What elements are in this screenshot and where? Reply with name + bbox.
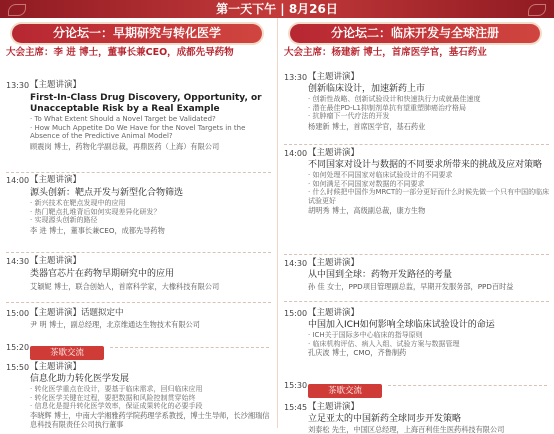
agenda-bullet: · 热门靶点扎堆背后如何实现差异化研发？ bbox=[30, 207, 161, 216]
day-header bbox=[0, 0, 554, 18]
agenda-bullet: · 如何满足不同国家对数据的不同要求 bbox=[308, 179, 425, 188]
agenda-speaker: 孙 佳 女士，PPD项目管理副总监，早期开发服务部，PPD百时益 bbox=[308, 282, 514, 291]
divider bbox=[388, 385, 547, 386]
agenda-tag: 【主题讲演】 bbox=[308, 72, 360, 82]
agenda-time: 14:30 bbox=[284, 259, 308, 268]
agenda-time: 15:45 bbox=[284, 403, 308, 412]
agenda-title: 不同国家对设计与数据的不同要求所带来的挑战及应对策略 bbox=[308, 160, 543, 170]
tea-break-row bbox=[308, 378, 547, 396]
agenda-speaker: 艾颖妮 博士，联合创始人，首席科学家，大橡科技有限公司 bbox=[30, 282, 220, 291]
forum-1-chair: 大会主席：李 进 博士，董事长兼CEO，成都先导药物 bbox=[6, 47, 234, 58]
agenda-title: 信息化助力转化医学发展 bbox=[30, 374, 130, 384]
agenda-bullet: · 抗肿瘤下一代疗法的开发 bbox=[308, 112, 390, 121]
agenda-title: 从中国到全球：药物开发路径的考量 bbox=[308, 270, 453, 280]
divider bbox=[6, 302, 271, 303]
agenda-speaker: 孔庆波 博士，CMO，齐鲁制药 bbox=[308, 348, 407, 358]
agenda-speaker: 尹 明 博士，副总经理，北京维通达生物技术有限公司 bbox=[30, 320, 200, 329]
agenda-time: 13:30 bbox=[284, 73, 308, 82]
agenda-bullet: · 实现源头创新的路径 bbox=[30, 216, 98, 225]
agenda-time: 15:00 bbox=[6, 309, 30, 318]
agenda-tag: 【主题讲演】话题拟定中 bbox=[30, 308, 124, 318]
agenda-speaker: 李 进 博士，董事长兼CEO，成都先导药物 bbox=[30, 225, 165, 235]
agenda-bullet: · 什么时候把中国作为MRCT的一部分更好而什么时候先做一个只有中国的临床试验更好 bbox=[308, 188, 550, 205]
agenda-bullet: · 转化医学关键在过程，要把数据和风险控制贯穿始终 bbox=[30, 393, 196, 402]
agenda-bullet: · 转化医学重点在设计，要基于临床需求，回归临床应用 bbox=[30, 385, 203, 393]
agenda-title: 创新临床设计，加速新药上市 bbox=[308, 84, 426, 94]
agenda-bullet: · ICH关于国际多中心临床的指导原则 bbox=[308, 331, 423, 339]
agenda-tag: 【主题讲演】 bbox=[30, 256, 82, 266]
agenda-title: 类器官芯片在药物早期研究中的应用 bbox=[30, 269, 175, 279]
agenda-title: 源头创新：靶点开发与新型化合物筛选 bbox=[30, 188, 184, 198]
day-header-title: 第一天下午 | 8月26日 bbox=[216, 2, 338, 16]
agenda-bullet: · 潜在最佳PD-L1抑制剂单抗有望重塑肺癌治疗格局 bbox=[308, 103, 466, 112]
agenda-speaker: 李晓辉 博士，中南大学湘雅药学院药理学系教授，博士生导师，长沙湘瑞信息科技有限责任公司执行董事 bbox=[30, 410, 270, 429]
agenda-tag: 【主题讲演】 bbox=[30, 175, 82, 185]
break-time: 15:20 bbox=[6, 343, 30, 352]
agenda-bullet: · How Much Appetite Do We Have for the Novel Targets in the Absence of the Predictive Animal Model? bbox=[30, 123, 246, 141]
agenda-tag: 【主题讲演】 bbox=[308, 258, 360, 268]
tea-break-row bbox=[30, 340, 269, 358]
agenda-time: 15:50 bbox=[6, 363, 30, 372]
agenda-speaker: 胡明秀 博士，高级副总裁，康方生物 bbox=[308, 206, 426, 216]
divider bbox=[284, 301, 549, 302]
forum-2-title: 分论坛二：临床开发与全球注册 bbox=[290, 24, 540, 43]
divider bbox=[284, 144, 549, 145]
divider bbox=[6, 172, 271, 173]
agenda-tag: 【主题讲演】 bbox=[308, 148, 360, 158]
break-time: 15:30 bbox=[284, 381, 308, 390]
tea-break-label: 茶歇交流 bbox=[30, 346, 104, 360]
agenda-bullet: · 临床机构评估、病人入组、试验方案与数据管理 bbox=[308, 339, 460, 348]
agenda-speaker: 杨建新 博士，首席医学官，基石药业 bbox=[308, 121, 426, 131]
forum-1-column bbox=[0, 18, 277, 428]
agenda-time: 15:00 bbox=[284, 309, 308, 318]
tea-break-label: 茶歇交流 bbox=[308, 384, 382, 398]
agenda-title: 立足亚太的中国新药全球同步开发策略 bbox=[308, 414, 462, 424]
agenda-title: First-In-Class Drug Discovery, Opportunity, or Unacceptable Risk by a Real Example bbox=[30, 93, 262, 114]
agenda-bullet: · 创新性战略、创新试验设计和快速执行力成就最佳速度 bbox=[308, 95, 481, 103]
agenda-tag: 【主题讲演】 bbox=[30, 80, 82, 90]
agenda-time: 14:30 bbox=[6, 257, 30, 266]
forum-1-title: 分论坛一：早期研究与转化医学 bbox=[12, 24, 262, 43]
agenda-title: 中国加入ICH如何影响全球临床试验设计的命运 bbox=[308, 320, 495, 330]
agenda-time: 13:30 bbox=[6, 81, 30, 90]
agenda-tag: 【主题讲演】 bbox=[308, 308, 360, 318]
divider bbox=[110, 347, 269, 348]
agenda-bullet: · To What Extent Should a Novel Target be Validated? bbox=[30, 115, 216, 123]
agenda-tag: 【主题讲演】 bbox=[30, 362, 82, 372]
agenda-bullet: · 如何处理不同国家对临床试验设计的不同要求 bbox=[308, 171, 453, 179]
decor-cloud-icon bbox=[8, 4, 26, 16]
divider bbox=[6, 252, 271, 253]
decor-cloud-icon bbox=[528, 4, 546, 16]
agenda-time: 14:00 bbox=[284, 149, 308, 158]
agenda-speaker: 刘泰松 先生，中国区总经理，上海百利佳生医药科技有限公司 bbox=[308, 425, 505, 434]
divider bbox=[284, 254, 549, 255]
agenda-speaker: 顾震岗 博士，药物化学副总裁，再鼎医药（上海）有限公司 bbox=[30, 141, 220, 151]
agenda-bullet: · 信息化是提升转化医学效率，保证成果转化的必要手段 bbox=[30, 402, 203, 411]
forum-2-column bbox=[277, 18, 554, 434]
agenda-time: 14:00 bbox=[6, 176, 30, 185]
agenda-bullet: · 新兴技术在靶点发现中的应用 bbox=[30, 199, 126, 207]
forum-2-chair: 大会主席：杨建新 博士，首席医学官，基石药业 bbox=[284, 47, 487, 58]
agenda-tag: 【主题讲演】 bbox=[308, 402, 360, 412]
